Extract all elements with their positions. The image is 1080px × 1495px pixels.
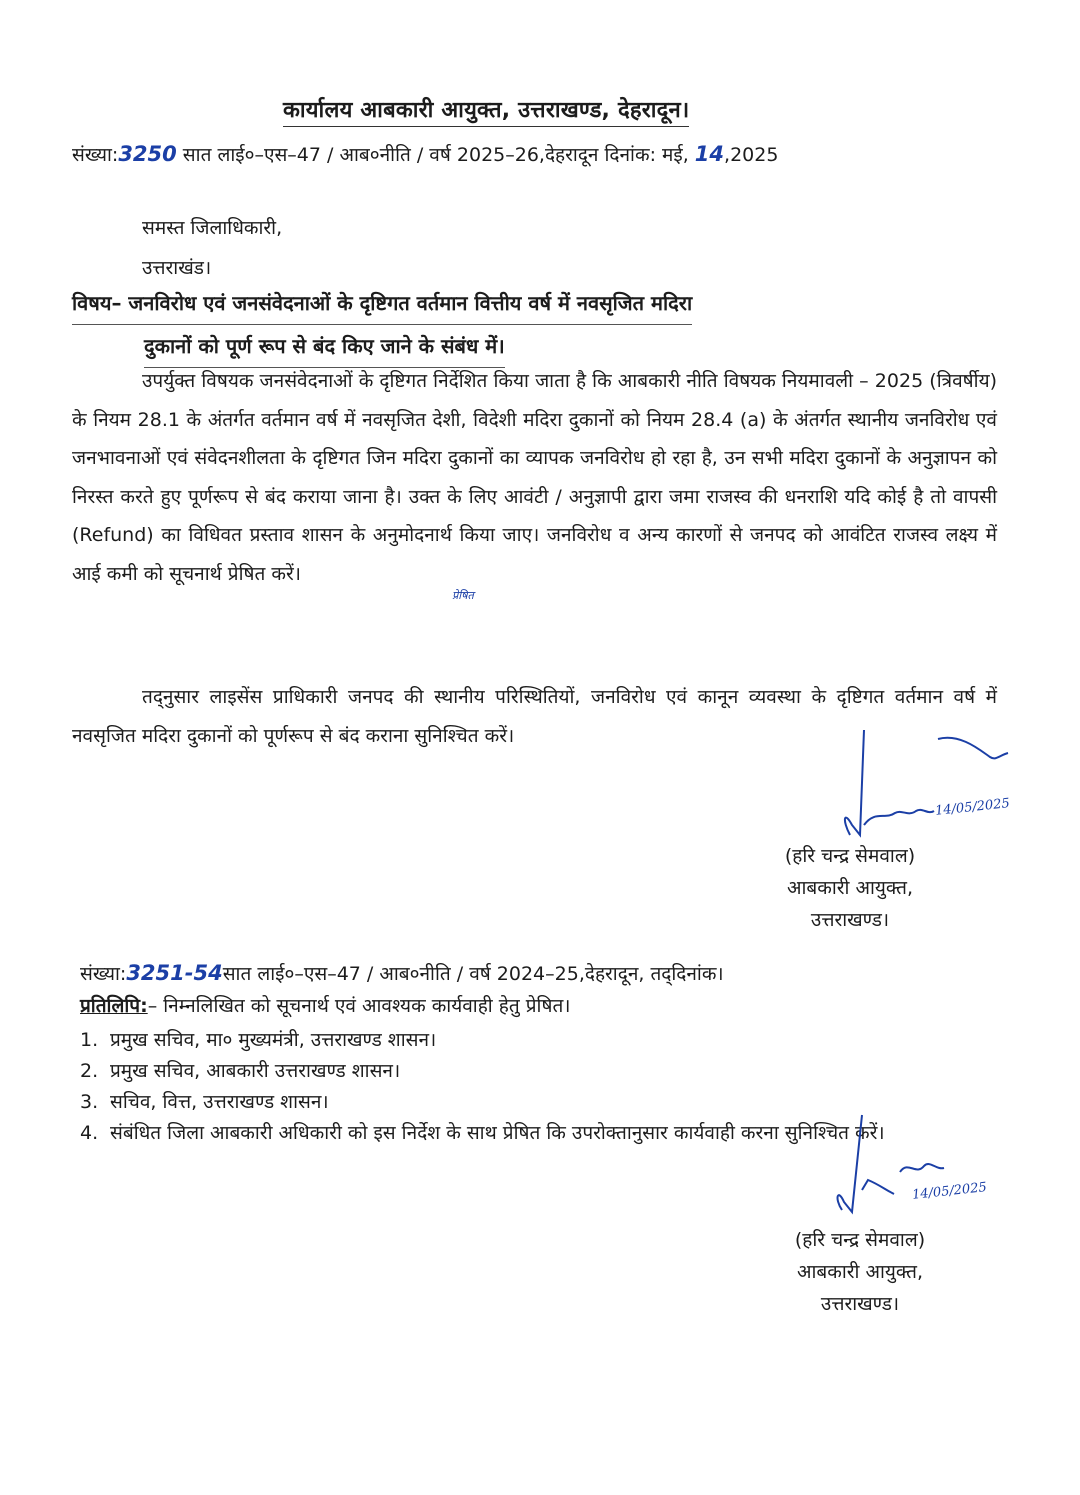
copy-heading (80, 992, 570, 1018)
handwritten-copy-ref-number: 3251-54 (126, 961, 223, 985)
signatory-name: (हरि चन्द्र सेमवाल) (794, 1229, 926, 1251)
copy-ref-prefix: संख्या: (80, 963, 127, 985)
date-year: ,2025 (724, 144, 779, 166)
subject (72, 282, 1002, 368)
ref-prefix: संख्या: (72, 144, 119, 166)
copy-intro: – निम्नलिखित को सूचनार्थ एवं आवश्यक कार्यवाही हेतु प्रेषित। (147, 995, 571, 1017)
paragraph-1-text: उपर्युक्त विषयक जनसंवेदनाओं के दृष्टिगत निर्देशित किया जाता है कि आबकारी नीति विषयक नियमावली – 2025 (त्रिवर्षीय) के नियम 28.1 के अंतर्गत वर्तमान वर्ष में नवसृजित देशी, विदेशी मदिरा दुकानों को नियम 28.4 (a) के अंतर्गत स्थानीय जनविरोध एवं जनभावनाओं एवं संवेदनशीलता के दृष्टिगत जिन मदिरा दुकानों का व्यापक जनविरोध हो रहा है, उन सभी मदिरा दुकानों के अनुज्ञापन को निरस्त करते हुए पूर्णरूप से बंद कराया जाना है। उक्त के लिए आवंटी / अनुज्ञापी द्वारा जमा राजस्व की धनराशि यदि कोई है तो वापसी (Refund) का विधिवत प्रस्ताव शासन के अनुमोदनार्थ किया जाए। जनविरोध व अन्य कारणों से जनपद को आवंटित राजस्व लक्ष्य में आई कमी को सूचनार्थ प्रेषित करें। (72, 370, 997, 585)
signature-block-1 (730, 840, 970, 936)
list-item: 1. प्रमुख सचिव, मा० मुख्यमंत्री, उत्तराखण्ड शासन। (80, 1029, 437, 1051)
list-item: 2. प्रमुख सचिव, आबकारी उत्तराखण्ड शासन। (80, 1060, 401, 1082)
signatory-state: उत्तराखण्ड। (820, 1293, 900, 1315)
office-title: कार्यालय आबकारी आयुक्त, उत्तराखण्ड, देहरादून। (283, 94, 689, 127)
signature-icon (830, 725, 1020, 845)
addressee-line-2: उत्तराखंड। (142, 257, 212, 279)
body-paragraph-1 (72, 362, 997, 594)
signature-block-2 (740, 1224, 980, 1320)
signature-date: 14/05/2025 (934, 796, 1011, 819)
copy-label: प्रतिलिपि: (80, 995, 148, 1017)
list-item: 3. सचिव, वित्त, उत्तराखण्ड शासन। (80, 1091, 329, 1113)
signatory-designation: आबकारी आयुक्त, (796, 1261, 923, 1283)
subject-line-2: दुकानों को पूर्ण रूप से बंद किए जाने के संबंध में। (144, 325, 505, 368)
handwritten-date-day: 14 (694, 142, 725, 166)
addressee-line-1: समस्त जिलाधिकारी, (142, 217, 283, 239)
reference-line (72, 141, 778, 167)
copy-ref-details: सात लाई०–एस–47 / आब०नीति / वर्ष 2024–25,देहरादून, तद्‌दिनांक। (222, 963, 724, 985)
signature-icon (828, 1110, 968, 1220)
paragraph-2-text: तद्‌नुसार लाइसेंस प्राधिकारी जनपद की स्थानीय परिस्थितियों, जनविरोध एवं कानून व्यवस्था के दृष्टिगत वर्तमान वर्ष में नवसृजित मदिरा दुकानों को पूर्णरूप से बंद कराना सुनिश्चित करें। (72, 686, 997, 747)
ref-details: सात लाई०–एस–47 / आब०नीति / वर्ष 2025–26,देहरादून दिनांक: मई, (176, 144, 695, 166)
signatory-state: उत्तराखण्ड। (810, 909, 890, 931)
list-item: 4. संबंधित जिला आबकारी अधिकारी को इस निर्देश के साथ प्रेषित कि उपरोक्तानुसार कार्यवाही करना सुनिश्चित करें। (80, 1122, 885, 1144)
signature-date: 14/05/2025 (911, 1180, 988, 1203)
subject-line-1: विषय– जनविरोध एवं जनसंवेदनाओं के दृष्टिगत वर्तमान वित्तीय वर्ष में नवसृजित मदिरा (72, 282, 692, 325)
handwritten-insertion: प्रेषित (452, 589, 474, 602)
copy-reference-line (80, 960, 724, 986)
signatory-designation: आबकारी आयुक्त, (786, 877, 913, 899)
handwritten-ref-number: 3250 (118, 142, 177, 166)
signatory-name: (हरि चन्द्र सेमवाल) (784, 845, 916, 867)
